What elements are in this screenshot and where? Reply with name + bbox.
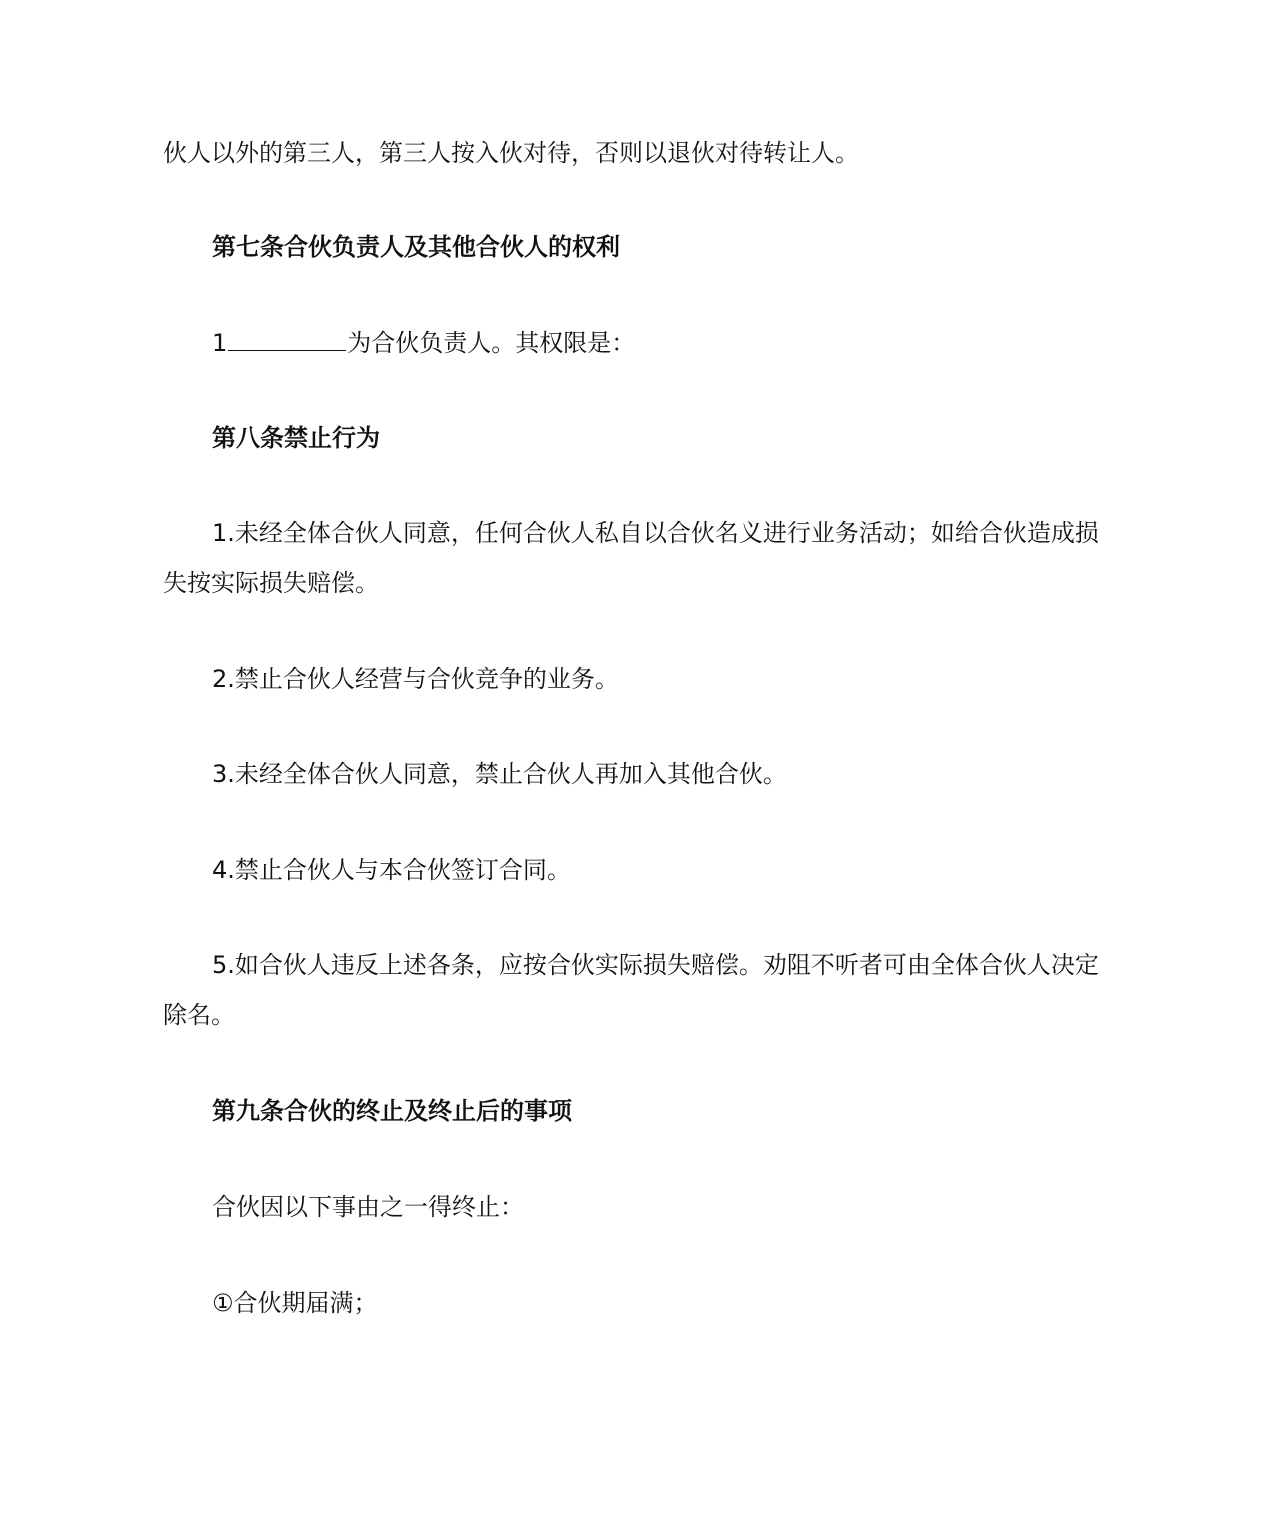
heading-article-8: 第八条禁止行为 <box>212 424 380 452</box>
fill-in-blank[interactable] <box>228 328 346 351</box>
paragraph-termination-intro: 合伙因以下事由之一得终止： <box>212 1193 524 1221</box>
paragraph-item-1-line1: 1.未经全体合伙人同意，任何合伙人私自以合伙名义进行业务活动；如给合伙造成损 <box>212 519 1099 547</box>
paragraph-item-2: 2.禁止合伙人经营与合伙竞争的业务。 <box>212 665 619 693</box>
paragraph-item-1-line2: 失按实际损失赔偿。 <box>163 569 379 597</box>
paragraph-item-5-line2: 除名。 <box>163 1001 235 1029</box>
item-number: 1 <box>212 329 228 357</box>
paragraph-item-4: 4.禁止合伙人与本合伙签订合同。 <box>212 856 571 884</box>
paragraph-termination-item-1: ①合伙期届满； <box>212 1289 378 1317</box>
paragraph-item-5-line1: 5.如合伙人违反上述各条，应按合伙实际损失赔偿。劝阻不听者可由全体合伙人决定 <box>212 951 1099 979</box>
heading-article-7: 第七条合伙负责人及其他合伙人的权利 <box>212 233 620 261</box>
item-text: 为合伙负责人。其权限是： <box>347 329 636 357</box>
paragraph-item-3: 3.未经全体合伙人同意，禁止合伙人再加入其他合伙。 <box>212 760 787 788</box>
paragraph-continuation: 伙人以外的第三人，第三人按入伙对待，否则以退伙对待转让人。 <box>163 139 859 167</box>
paragraph-responsible-partner <box>212 328 635 358</box>
heading-article-9: 第九条合伙的终止及终止后的事项 <box>212 1097 572 1125</box>
